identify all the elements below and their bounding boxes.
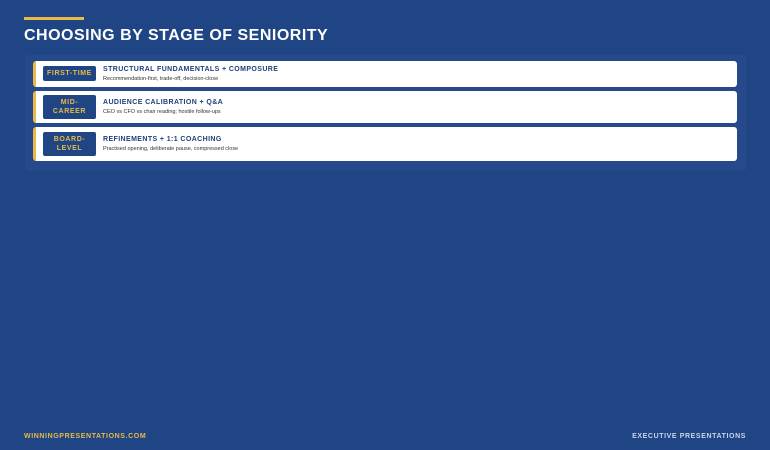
row-title: REFINEMENTS + 1:1 COACHING <box>103 136 222 143</box>
row-description: CEO vs CFO vs chair reading; hostile follow-ups <box>103 109 221 115</box>
stage-badge: BOARD-LEVEL <box>43 132 96 156</box>
page-title: CHOOSING BY STAGE OF SENIORITY <box>24 27 329 44</box>
row-description: Practised opening, deliberate pause, compressed close <box>103 146 239 152</box>
footer-site-link[interactable]: WINNINGPRESENTATIONS.COM <box>24 433 147 440</box>
footer-section-label: EXECUTIVE PRESENTATIONS <box>632 433 746 440</box>
row-title: STRUCTURAL FUNDAMENTALS + COMPOSURE <box>103 66 279 73</box>
seniority-row-board-level <box>33 127 737 161</box>
seniority-row-mid-career <box>33 91 737 123</box>
stage-badge: MID-CAREER <box>43 95 96 119</box>
seniority-row-first-time <box>33 61 737 87</box>
stage-badge: FIRST-TIME <box>43 66 96 81</box>
row-title: AUDIENCE CALIBRATION + Q&A <box>103 99 224 106</box>
row-description: Recommendation-first, trade-off, decision-close <box>103 76 219 82</box>
title-accent-bar <box>24 17 84 20</box>
